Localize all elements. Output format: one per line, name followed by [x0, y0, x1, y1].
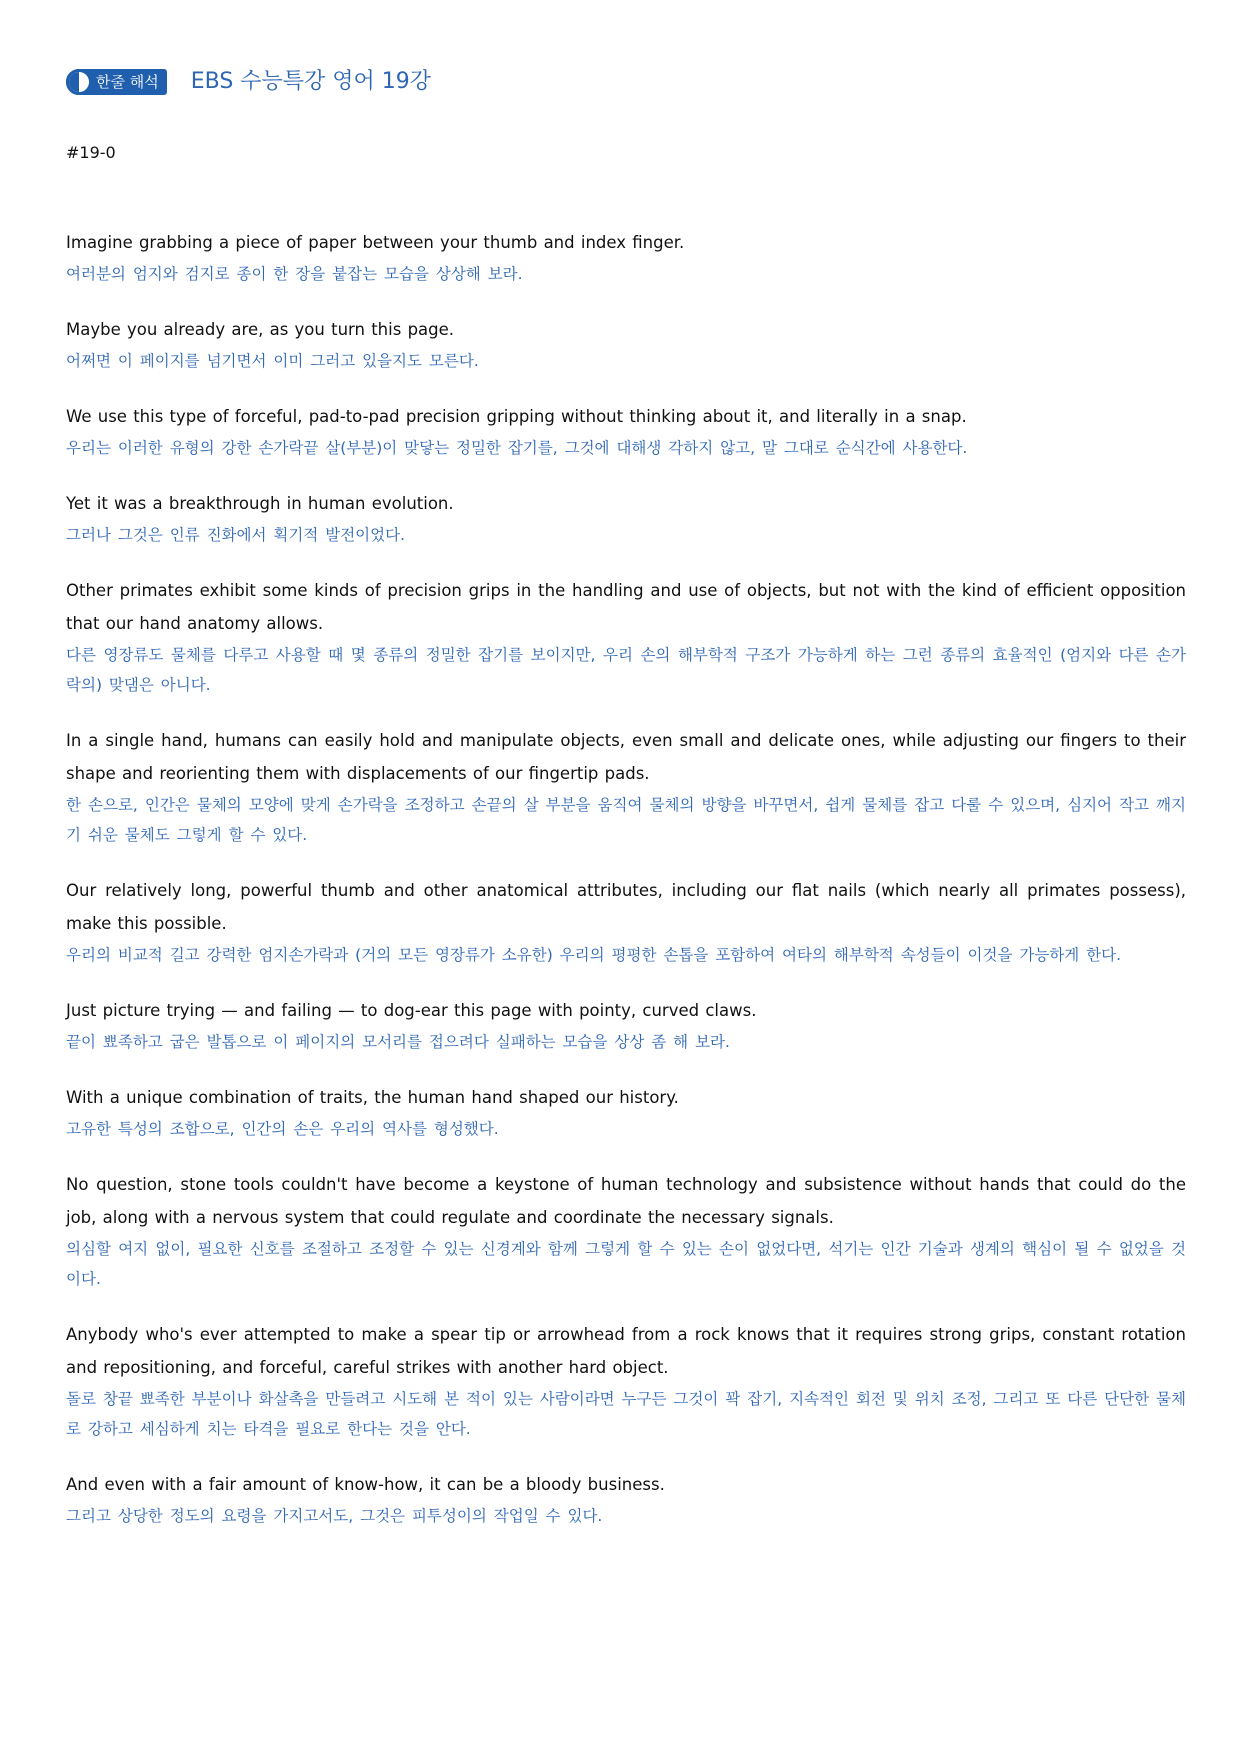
english-sentence: Yet it was a breakthrough in human evolution. — [66, 494, 454, 513]
sentence-pair — [66, 574, 1186, 700]
sentence-pair — [66, 874, 1186, 970]
english-sentence: Imagine grabbing a piece of paper between your thumb and index finger. — [66, 233, 685, 252]
sentence-pair — [66, 1168, 1186, 1294]
korean-translation: 우리의 비교적 길고 강력한 엄지손가락과 (거의 모든 영장류가 소유한) 우리의 평평한 손톱을 포함하여 여타의 해부학적 속성들이 이것을 가능하게 한다. — [66, 946, 1122, 964]
korean-translation: 끝이 뾰족하고 굽은 발톱으로 이 페이지의 모서리를 접으려다 실패하는 모습을 상상 좀 해 보라. — [66, 1033, 730, 1051]
sentence-pair — [66, 1081, 1186, 1144]
english-sentence: We use this type of forceful, pad-to-pad precision gripping without thinking about it, and literally in a snap. — [66, 407, 967, 426]
sentence-pair — [66, 994, 1186, 1057]
korean-translation: 다른 영장류도 물체를 다루고 사용할 때 몇 종류의 정밀한 잡기를 보이지만, 우리 손의 해부학적 구조가 가능하게 하는 그런 종류의 효율적인 (엄지와 다른 손가락의) 맞댐은 아니다. — [66, 646, 1186, 694]
korean-translation: 의심할 여지 없이, 필요한 신호를 조절하고 조정할 수 있는 신경계와 함께 그렇게 할 수 있는 손이 없었다면, 석기는 인간 기술과 생계의 핵심이 될 수 없었을 것이다. — [66, 1240, 1186, 1288]
english-sentence: And even with a fair amount of know-how, it can be a bloody business. — [66, 1475, 665, 1494]
translation-badge — [66, 69, 167, 95]
page-title: EBS 수능특강 영어 19강 — [190, 69, 432, 94]
english-sentence: Anybody who's ever attempted to make a spear tip or arrowhead from a rock knows that it requires strong grips, constant rotation and repositioning, and forceful, careful strikes with another hard object. — [66, 1325, 1186, 1377]
english-sentence: In a single hand, humans can easily hold and manipulate objects, even small and delicate ones, while adjusting our fingers to their shape and reorienting them with displacements of our fingertip pads. — [66, 731, 1186, 783]
sentence-list — [66, 226, 1186, 1531]
sentence-pair — [66, 1318, 1186, 1444]
korean-translation: 돌로 창끝 뾰족한 부분이나 화살촉을 만들려고 시도해 본 적이 있는 사람이라면 누구든 그것이 꽉 잡기, 지속적인 회전 및 위치 조정, 그리고 또 다른 단단한 물체로 강하고 세심하게 치는 타격을 필요로 한다는 것을 안다. — [66, 1390, 1186, 1438]
korean-translation: 어쩌면 이 페이지를 넘기면서 이미 그러고 있을지도 모른다. — [66, 352, 479, 370]
english-sentence: Just picture trying — and failing — to dog-ear this page with pointy, curved claws. — [66, 1001, 757, 1020]
korean-translation: 그러나 그것은 인류 진화에서 획기적 발전이었다. — [66, 526, 406, 544]
half-filled-circle-icon — [66, 69, 92, 95]
korean-translation: 한 손으로, 인간은 물체의 모양에 맞게 손가락을 조정하고 손끝의 살 부분을 움직여 물체의 방향을 바꾸면서, 쉽게 물체를 잡고 다룰 수 있으며, 심지어 작고 깨지기 쉬운 물체도 그렇게 할 수 있다. — [66, 796, 1186, 844]
document-page — [66, 66, 1186, 1555]
sentence-pair — [66, 400, 1186, 463]
english-sentence: No question, stone tools couldn't have become a keystone of human technology and subsistence without hands that could do the job, along with a nervous system that could regulate and coordinate the necessary signals. — [66, 1175, 1186, 1227]
sentence-pair — [66, 313, 1186, 376]
korean-translation: 여러분의 엄지와 검지로 종이 한 장을 붙잡는 모습을 상상해 보라. — [66, 265, 523, 283]
sentence-pair — [66, 487, 1186, 550]
document-header — [66, 66, 1186, 98]
badge-label: 한줄 해석 — [96, 73, 159, 91]
sentence-pair — [66, 724, 1186, 850]
korean-translation: 고유한 특성의 조합으로, 인간의 손은 우리의 역사를 형성했다. — [66, 1120, 499, 1138]
sentence-pair — [66, 226, 1186, 289]
english-sentence: Other primates exhibit some kinds of precision grips in the handling and use of objects, but not with the kind of efficient opposition that our hand anatomy allows. — [66, 581, 1186, 633]
korean-translation: 우리는 이러한 유형의 강한 손가락끝 살(부분)이 맞닿는 정밀한 잡기를, 그것에 대해생 각하지 않고, 말 그대로 순식간에 사용한다. — [66, 439, 968, 457]
korean-translation: 그리고 상당한 정도의 요령을 가지고서도, 그것은 피투성이의 작업일 수 있다. — [66, 1507, 603, 1525]
english-sentence: Maybe you already are, as you turn this page. — [66, 320, 455, 339]
sentence-pair — [66, 1468, 1186, 1531]
section-id: #19-0 — [66, 143, 116, 162]
english-sentence: With a unique combination of traits, the human hand shaped our history. — [66, 1088, 679, 1107]
english-sentence: Our relatively long, powerful thumb and other anatomical attributes, including our flat nails (which nearly all primates possess), make this possible. — [66, 881, 1186, 933]
